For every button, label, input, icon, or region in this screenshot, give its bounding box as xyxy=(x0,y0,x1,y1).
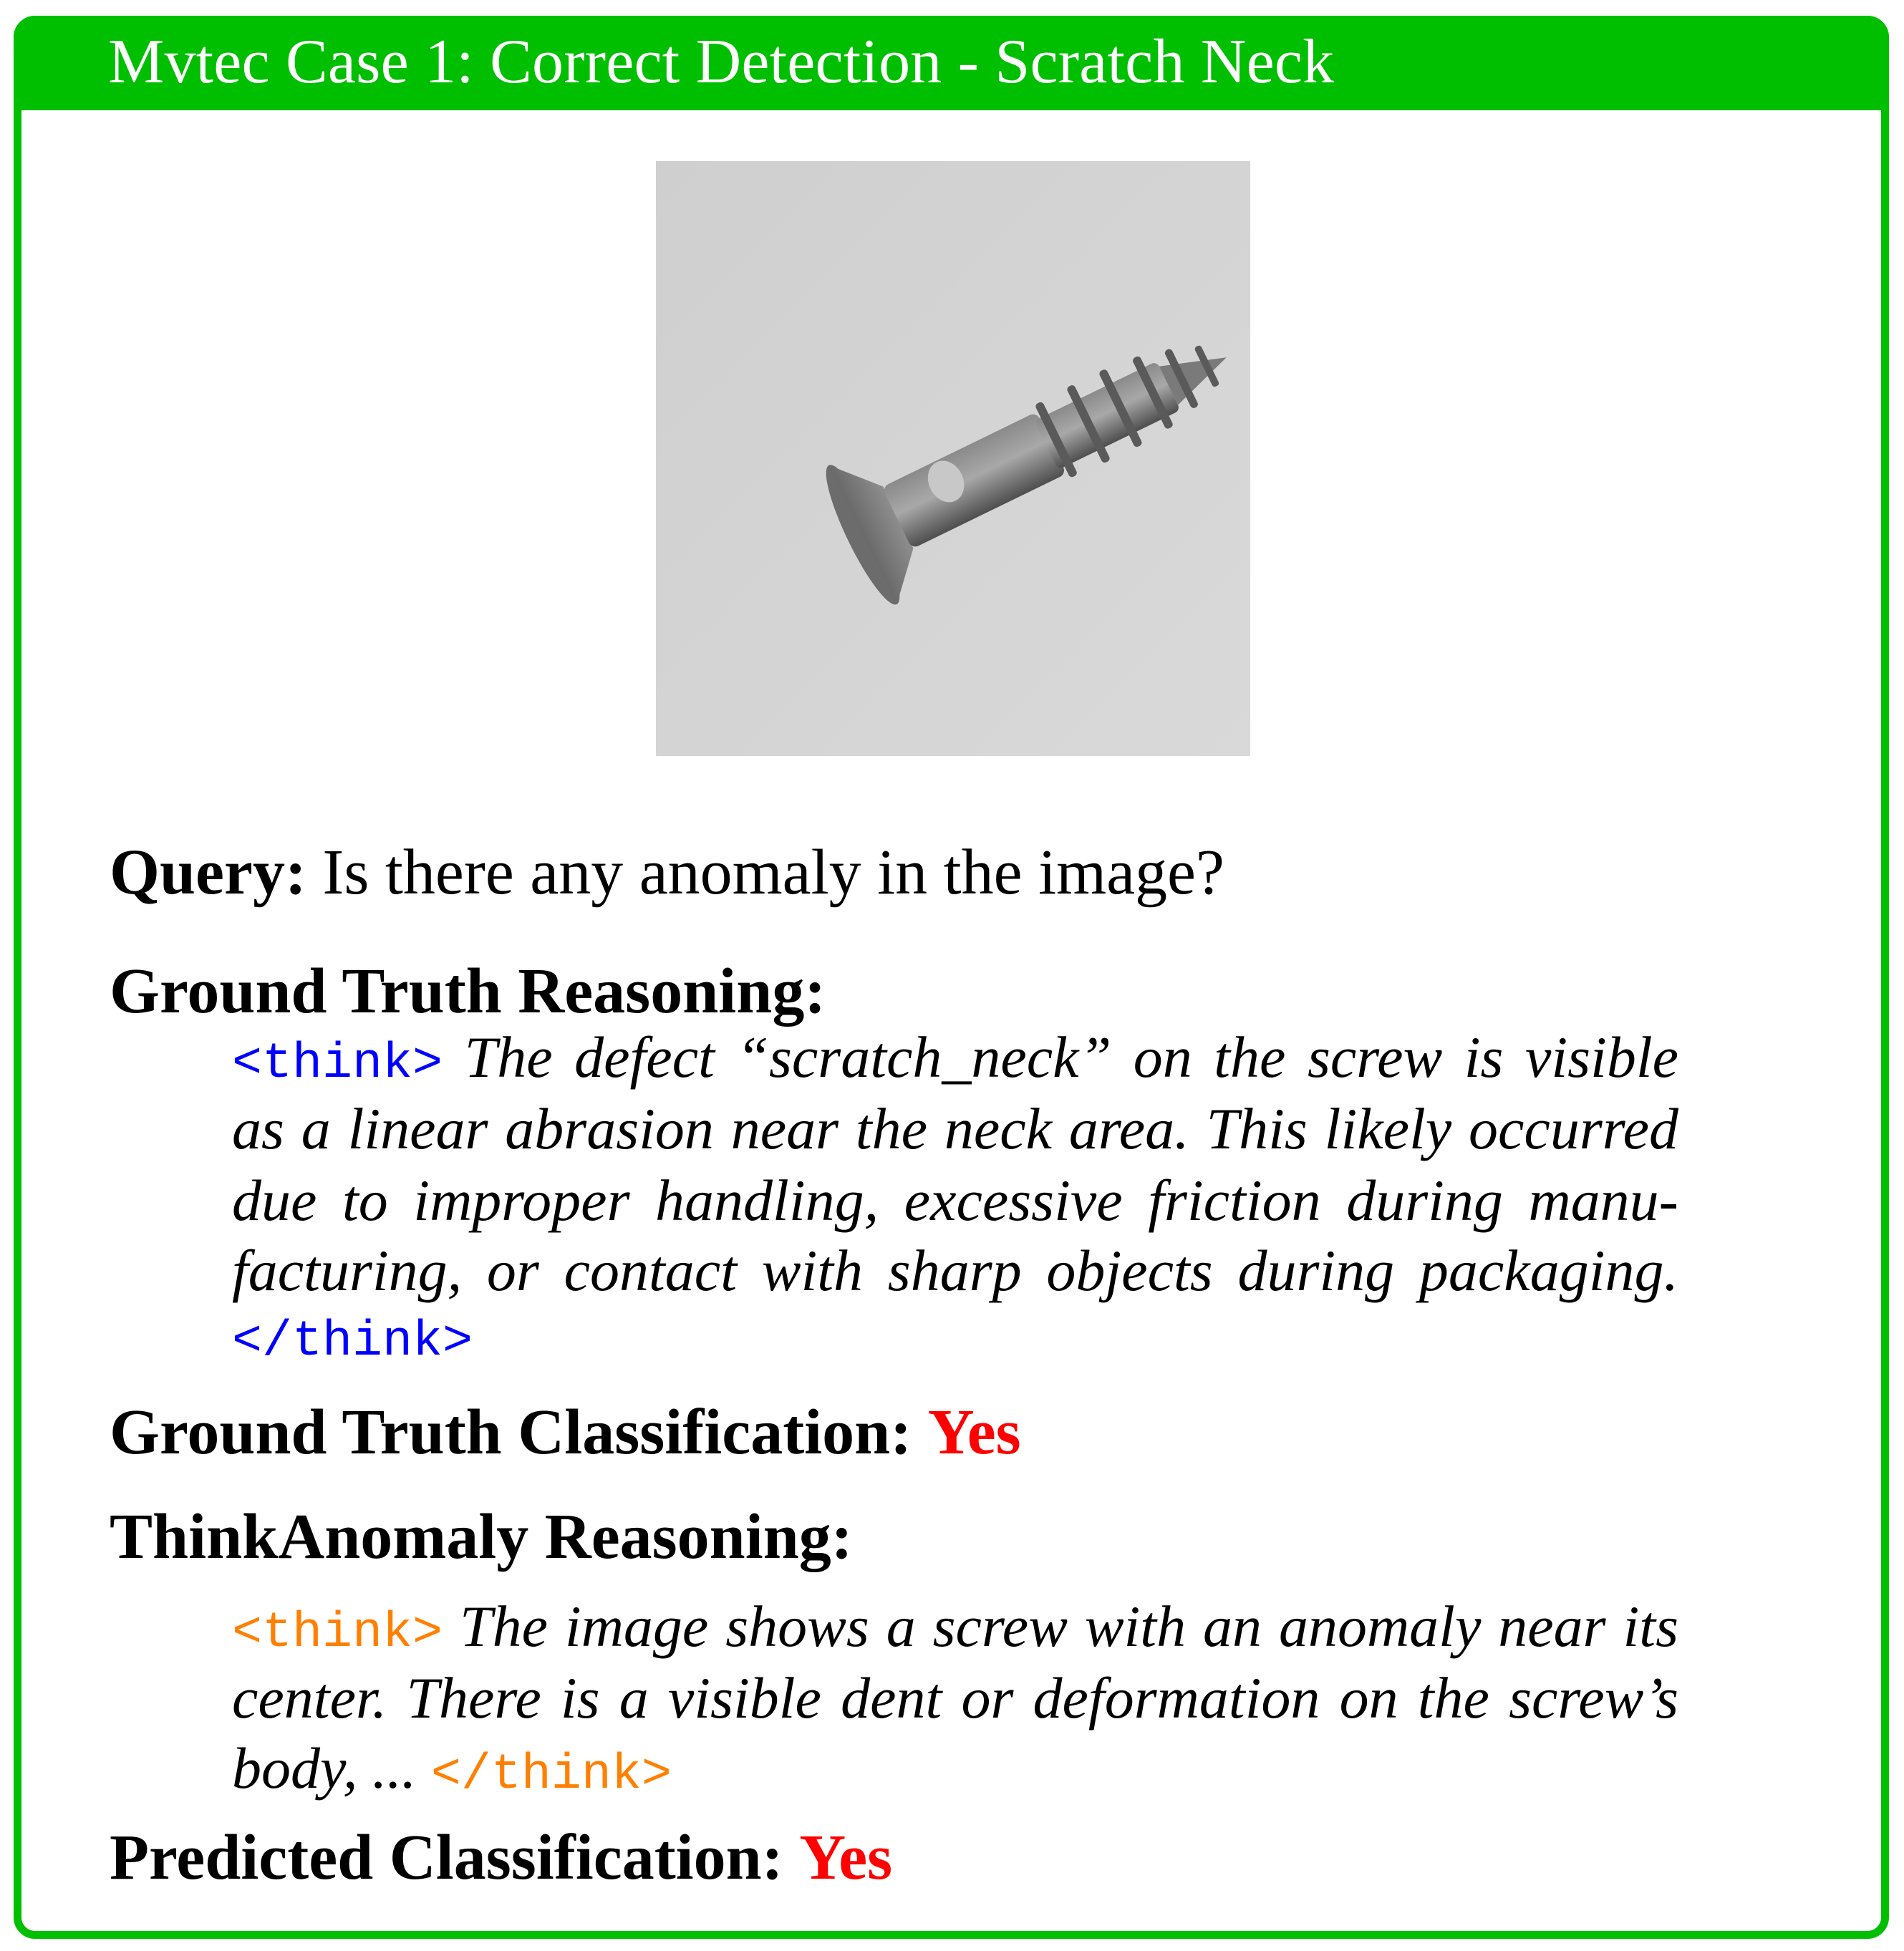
gt-reasoning-line xyxy=(232,1022,1678,1093)
think-close-tag: </think> xyxy=(232,1314,473,1370)
gt-reasoning-text: The defect “scratch_neck” on the screw is visible xyxy=(464,1025,1678,1090)
gt-reasoning-line: as a linear abrasion near the neck area. This likely occurred xyxy=(232,1096,1678,1161)
ta-reasoning-line: center. There is a visible dent or deformation on the screw’s xyxy=(232,1665,1678,1730)
gt-reasoning-line: facturing, or contact with sharp objects during packaging. xyxy=(232,1238,1678,1303)
ground-truth-reasoning-label: Ground Truth Reasoning: xyxy=(110,956,826,1027)
predicted-classification-row xyxy=(110,1822,892,1894)
thinkanomaly-reasoning-label: ThinkAnomaly Reasoning: xyxy=(110,1501,853,1572)
ground-truth-classification-row xyxy=(110,1397,1021,1468)
think-close-tag: </think> xyxy=(430,1747,672,1804)
ta-reasoning-text: body, ... xyxy=(232,1735,417,1801)
gt-reasoning-close-row xyxy=(232,1307,473,1378)
ta-reasoning-text: The image shows a screw with an anomaly near its xyxy=(460,1594,1678,1659)
gt-classification-value: Yes xyxy=(927,1397,1021,1468)
card-title: Mvtec Case 1: Correct Detection - Scratch Neck xyxy=(108,27,1335,97)
gt-reasoning-line: due to improper handling, excessive friction during manu- xyxy=(232,1168,1678,1233)
predicted-classification-value: Yes xyxy=(799,1822,893,1893)
screw-photo xyxy=(656,161,1250,756)
think-open-tag: <think> xyxy=(232,1605,443,1662)
gt-classification-label: Ground Truth Classification: xyxy=(110,1397,912,1468)
ta-reasoning-line xyxy=(232,1733,672,1804)
predicted-classification-label: Predicted Classification: xyxy=(110,1822,783,1893)
query-row xyxy=(110,837,1224,909)
screw-image xyxy=(656,161,1250,756)
query-label: Query: xyxy=(110,837,306,908)
ta-reasoning-line xyxy=(232,1591,1678,1662)
query-text: Is there any anomaly in the image? xyxy=(306,837,1224,908)
think-open-tag: <think> xyxy=(232,1036,443,1093)
